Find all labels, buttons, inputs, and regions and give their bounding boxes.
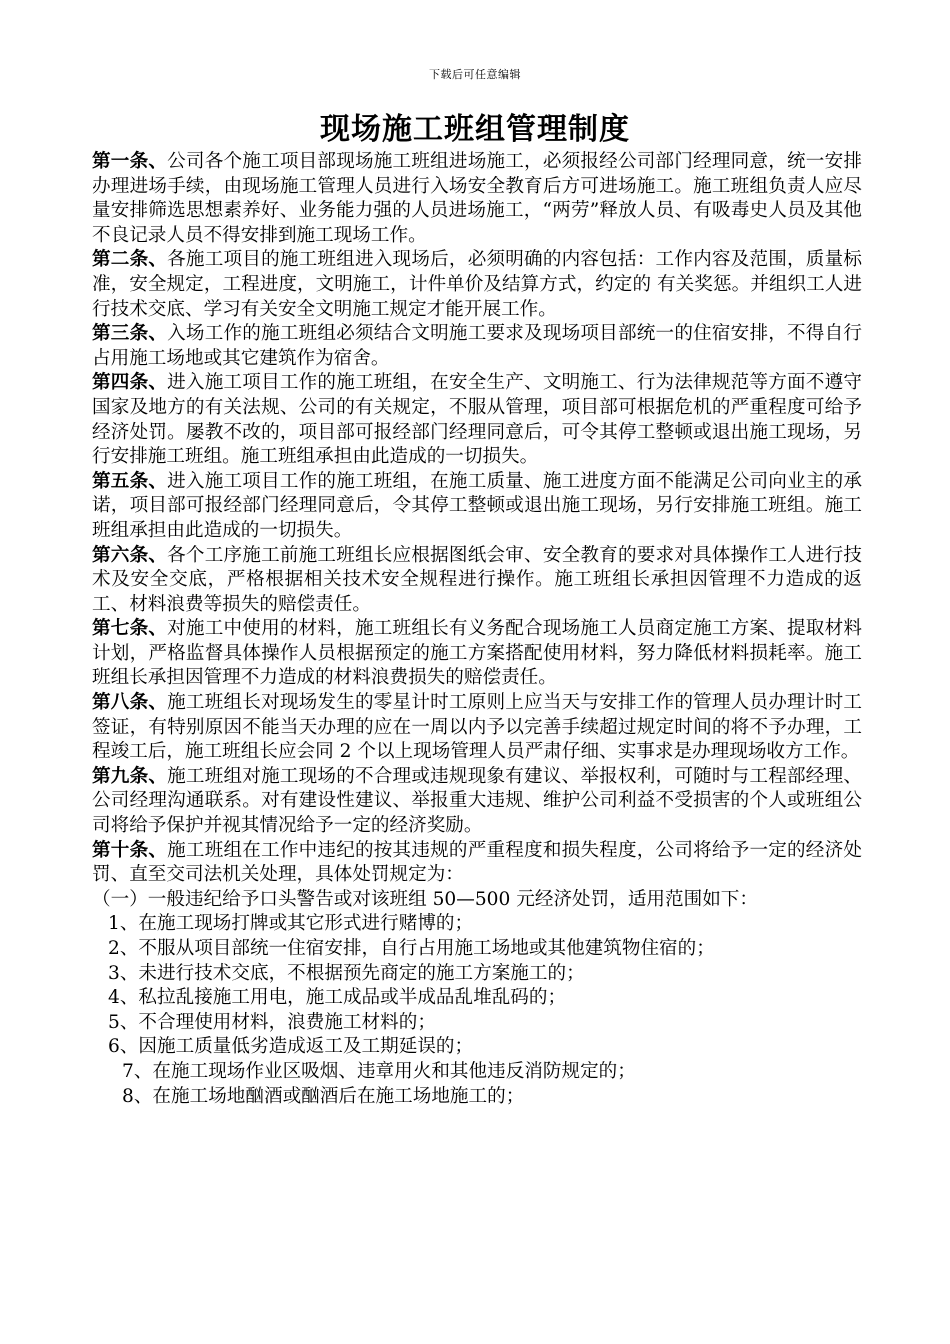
article-7: [92, 617, 862, 691]
article-text: 各个工序施工前施工班组长应根据图纸会审、安全教育的要求对具体操作工人进行技术及安全交底，严格根据相关技术安全规程进行操作。施工班组长承担因管理不力造成的返工、材料浪费等损失的赔偿责任。: [92, 544, 862, 615]
article-9: [92, 765, 862, 839]
article-number: 第二条、: [92, 249, 168, 271]
penalty-item-2: 2、不服从项目部统一住宿安排，自行占用施工场地或其他建筑物住宿的；: [108, 938, 715, 959]
penalty-item-3: 3、未进行技术交底，不根据预先商定的施工方案施工的；: [108, 962, 585, 984]
article-number: 第三条、: [92, 323, 168, 345]
penalty-item-1: 1、在施工现场打牌或其它形式进行赌博的；: [108, 913, 474, 935]
article-text: 公司各个施工项目部现场施工班组进场施工，必须报经公司部门经理同意，统一安排办理进场手续，由现场施工管理人员进行入场安全教育后方可进场施工。施工班组负责人应尽量安排筛选思想素养好、业务能力强的人员进场施工，“两劳”释放人员、有吸毒史人员及其他不良记录人员不得安排到施工现场工作。: [92, 151, 862, 246]
penalty-item-7: 7、在施工现场作业区吸烟、违章用火和其他违反消防规定的；: [122, 1060, 636, 1082]
article-2: [92, 248, 862, 322]
article-8: [92, 691, 862, 765]
penalty-item-8: 8、在施工场地酗酒或酗酒后在施工场地施工的；: [122, 1085, 525, 1107]
article-number: 第七条、: [92, 618, 168, 640]
article-text: 施工班组对施工现场的不合理或违规现象有建议、举报权利，可随时与工程部经理、公司经理沟通联系。对有建设性建议、举报重大违规、维护公司利益不受损害的个人或班组公司将给予保护并视其情况给予一定的经济奖励。: [92, 765, 862, 837]
article-text: 入场工作的施工班组必须结合文明施工要求及现场项目部统一的住宿安排，不得自行占用施工场地或其它建筑作为宿舍。: [92, 323, 862, 369]
article-text: 施工班组在工作中违纪的按其违规的严重程度和损失程度，公司将给予一定的经济处罚、直至交司法机关处理，具体处罚规定为：: [92, 839, 862, 886]
penalty-item-6: 6、因施工质量低劣造成返工及工期延误的；: [108, 1036, 474, 1058]
article-3: [92, 322, 862, 371]
penalty-intro: （一）一般违纪给予口头警告或对该班组 50—500 元经济处罚，适用范围如下：: [92, 888, 758, 910]
penalty-item-4: 4、私拉乱接施工用电，施工成品或半成品乱堆乱码的；: [108, 987, 567, 1009]
document-body: [92, 150, 862, 1109]
article-number: 第六条、: [92, 544, 168, 566]
article-10: [92, 839, 862, 888]
article-number: 第一条、: [92, 151, 168, 172]
article-text: 各施工项目的施工班组进入现场后，必须明确的内容包括：工作内容及范围，质量标准，安全规定，工程进度，文明施工，计件单价及结算方式，约定的 有关奖惩。并组织工人进行技术交底、学习有关安全文明施工规定才能开展工作。: [92, 249, 862, 320]
article-text: 进入施工项目工作的施工班组，在安全生产、文明施工、行为法律规范等方面不遵守国家及地方的有关法规、公司的有关规定，不服从管理，项目部可根据危机的严重程度可给予经济处罚。屡教不改的，项目部可报经部门经理同意后，可令其停工整顿或退出施工现场，另行安排施工班组。施工班组承担由此造成的一切损失。: [92, 372, 862, 468]
article-6: [92, 544, 862, 618]
article-5: [92, 470, 862, 544]
article-number: 第九条、: [92, 765, 168, 787]
article-1: [92, 150, 862, 248]
article-4: [92, 371, 862, 469]
article-number: 第八条、: [92, 692, 168, 714]
article-number: 第五条、: [92, 470, 168, 492]
penalty-item-5: 5、不合理使用材料，浪费施工材料的；: [108, 1011, 436, 1033]
page-title: 现场施工班组管理制度: [320, 112, 630, 147]
header-note: 下载后可任意编辑: [429, 68, 521, 81]
article-text: 施工班组长对现场发生的零星计时工原则上应当天与安排工作的管理人员办理计时工签证，有特别原因不能当天办理的应在一周以内予以完善手续超过规定时间的将不予办理，工程竣工后，施工班组长应会同 2 个以上现场管理人员严肃仔细、实事求是办理现场收方工作。: [92, 692, 862, 763]
article-text: 进入施工项目工作的施工班组，在施工质量、施工进度方面不能满足公司向业主的承诺，项目部可报经部门经理同意后，令其停工整顿或退出施工现场，另行安排施工班组。施工班组承担由此造成的一切损失。: [92, 470, 862, 541]
article-number: 第四条、: [92, 372, 168, 394]
article-text: 对施工中使用的材料，施工班组长有义务配合现场施工人员商定施工方案、提取材料计划，严格监督具体操作人员根据预定的施工方案搭配使用材料，努力降低材料损耗率。施工班组长承担因管理不力造成的材料浪费损失的赔偿责任。: [92, 618, 862, 689]
article-number: 第十条、: [92, 839, 168, 861]
